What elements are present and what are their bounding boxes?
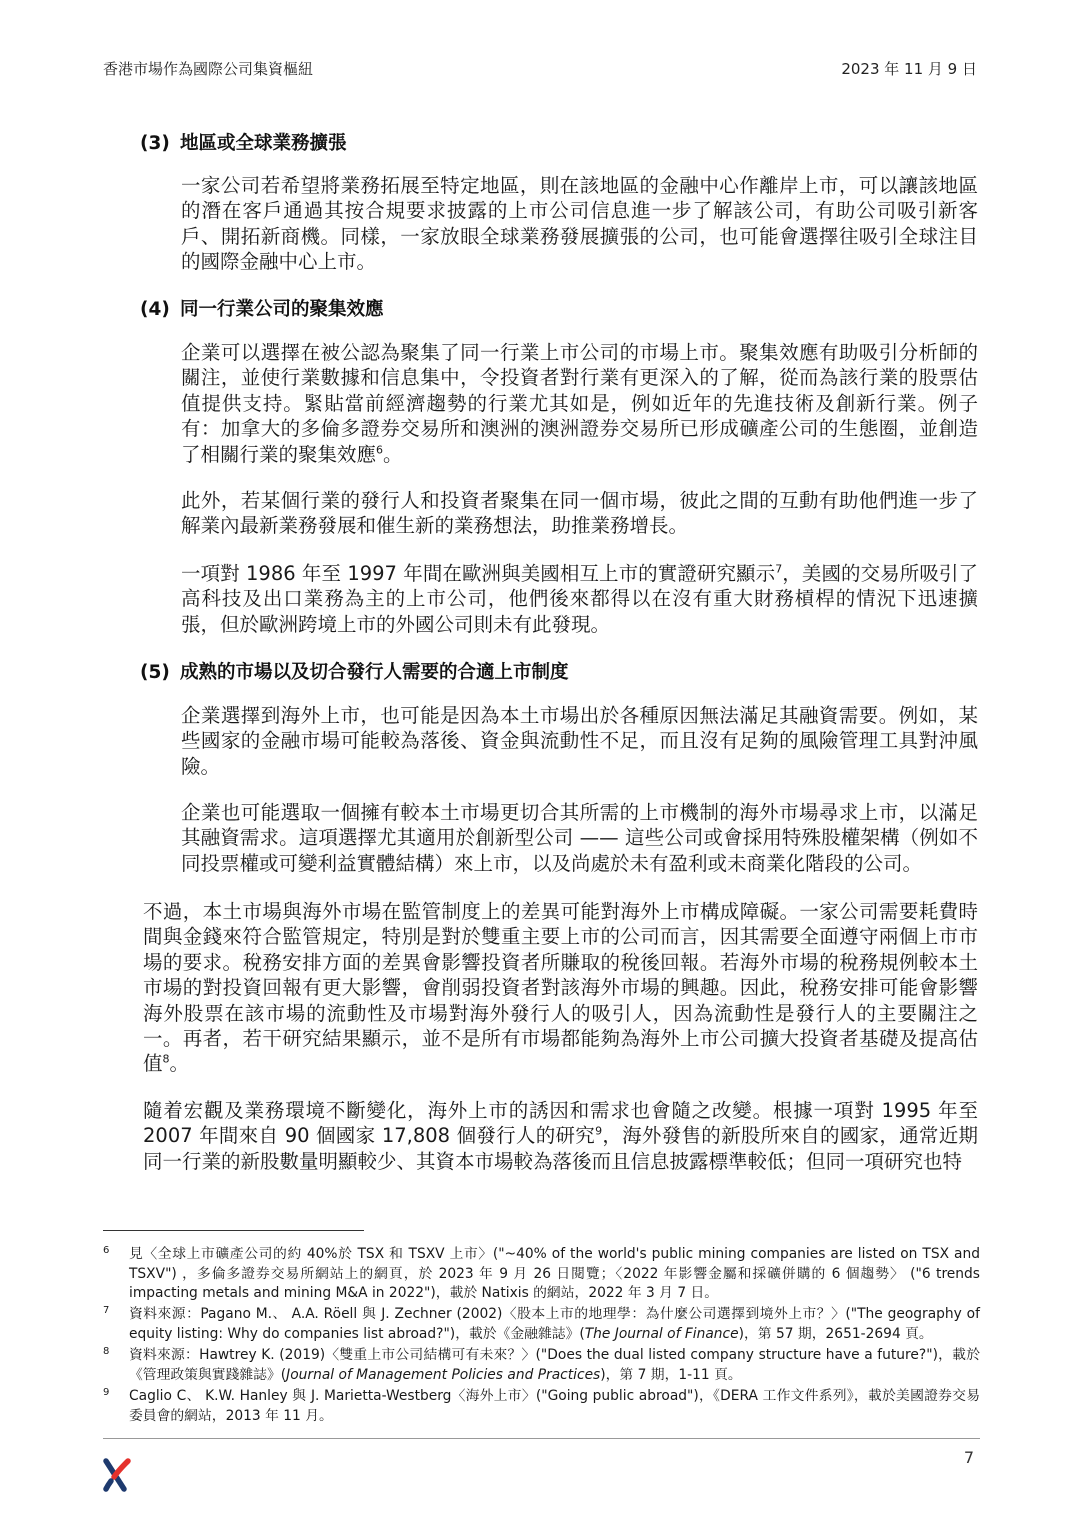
header-title: 香港市場作為國際公司集資樞紐 xyxy=(103,60,314,78)
section-number: (3) xyxy=(140,133,170,154)
footnote-text: Caglio C、 K.W. Hanley 與 J. Marietta-Westberg〈海外上市〉("Going public abroad")，《DERA 工作文件系列》，載於美國證券交易委員會的網站，2013 年 11 月。 xyxy=(129,1388,980,1424)
footnote-ref: 8 xyxy=(162,1052,170,1066)
section-title: 成熟的市場以及切合發行人需要的合適上市制度 xyxy=(180,662,569,683)
paragraph-end: 。 xyxy=(169,1052,190,1076)
footnote-number: 7 xyxy=(103,1305,110,1316)
section-title: 同一行業公司的聚集效應 xyxy=(180,299,384,320)
journal-title: The Journal of Finance xyxy=(584,1325,739,1342)
paragraph xyxy=(143,1098,978,1174)
paragraph xyxy=(181,340,978,467)
section-heading-5 xyxy=(140,658,569,684)
section-number: (5) xyxy=(140,662,170,683)
paragraph-text: 一項對 1986 年至 1997 年間在歐洲與美國相互上市的實證研究顯示 xyxy=(181,562,776,585)
footnote-9 xyxy=(103,1387,980,1426)
paragraph xyxy=(143,899,978,1077)
paragraph-text: 隨着宏觀及業務環境不斷變化，海外上市的誘因和需求也會隨之改變。根據一項對 1995 年至 2007 年間來自 90 個國家 17,808 個發行人的研究 xyxy=(143,1099,978,1148)
footnote-text-post: )，第 7 期，1-11 頁。 xyxy=(600,1366,742,1383)
footnote-text-pre: 資料來源：Hawtrey K. (2019)〈雙重上市公司結構可有未來？〉("Does the dual listed company structure have a future?")，載於《管理政策與實踐雜誌》( xyxy=(129,1347,980,1383)
footnote-ref: 7 xyxy=(775,562,783,576)
paragraph-end: 。 xyxy=(383,442,403,466)
section-heading-4 xyxy=(140,295,384,321)
footnote-ref: 9 xyxy=(595,1124,603,1138)
footnote-number: 9 xyxy=(103,1387,110,1398)
paragraph-text-cont: ，美國的交易所吸引了高科技及出口業務為主的上市公司，他們後來都得以在沒有重大財務槓桿的情況下迅速擴張，但於歐洲跨境上市的外國公司則未有此發現。 xyxy=(181,562,978,636)
footnote-text-pre: 資料來源：Pagano M.、 A.A. Röell 與 J. Zechner (2002)〈股本上市的地理學：為什麼公司選擇到境外上市？〉("The geography of equity listing: Why do companies list abroad?")，載於《金融雜誌》( xyxy=(129,1306,980,1342)
footnote-7 xyxy=(103,1305,980,1344)
paragraph: 企業也可能選取一個擁有較本土市場更切合其所需的上市機制的海外市場尋求上市，以滿足其融資需求。這項選擇尤其適用於創新型公司 —— 這些公司或會採用特殊股權架構（例如不同投票權或可變利益實體結構）來上市，以及尚處於未有盈利或未商業化階段的公司。 xyxy=(181,801,978,875)
paragraph-text: 企業可以選擇在被公認為聚集了同一行業上市公司的市場上市。聚集效應有助吸引分析師的關注，並使行業數據和信息集中，令投資者對行業有更深入的了解，從而為該行業的股票估值提供支持。緊貼當前經濟趨勢的行業尤其如是，例如近年的先進技術及創新行業。例子有：加拿大的多倫多證券交易所和澳洲的澳洲證券交易所已形成礦產公司的生態圈，並創造了相關行業的聚集效應 xyxy=(181,341,978,466)
footnote-number: 6 xyxy=(103,1245,110,1256)
footnote-text xyxy=(129,1346,980,1385)
paragraph-text-cont: ，海外發售的新股所來自的國家，通常近期同一行業的新股數量明顯較少、其資本市場較為落後而且信息披露標準較低；但同一項研究也特 xyxy=(143,1124,978,1173)
paragraph: 一家公司若希望將業務拓展至特定地區，則在該地區的金融中心作離岸上市，可以讓該地區的潛在客戶通過其按合規要求披露的上市公司信息進一步了解該公司，有助公司吸引新客戶、開拓新商機。同樣，一家放眼全球業務發展擴張的公司，也可能會選擇往吸引全球注目的國際金融中心上市。 xyxy=(181,174,978,274)
page-number: 7 xyxy=(963,1448,974,1467)
footnote-number: 8 xyxy=(103,1346,110,1357)
footnote-text-post: )，第 57 期，2651-2694 頁。 xyxy=(738,1325,933,1342)
footnote-divider xyxy=(103,1230,364,1231)
footnote-text xyxy=(129,1305,980,1344)
journal-title: Journal of Management Policies and Practices xyxy=(286,1366,601,1383)
footnote-8 xyxy=(103,1346,980,1385)
paragraph: 企業選擇到海外上市，也可能是因為本土市場出於各種原因無法滿足其融資需要。例如，某些國家的金融市場可能較為落後、資金與流動性不足，而且沒有足夠的風險管理工具對沖風險。 xyxy=(181,704,978,778)
paragraph: 此外，若某個行業的發行人和投資者聚集在同一個市場，彼此之間的互動有助他們進一步了解業內最新業務發展和催生新的業務想法，助推業務增長。 xyxy=(181,489,978,538)
paragraph xyxy=(181,561,978,637)
header-date: 2023 年 11 月 9 日 xyxy=(841,60,977,78)
hkex-logo-icon xyxy=(102,1457,132,1493)
section-title: 地區或全球業務擴張 xyxy=(180,133,347,154)
logo-stroke-navy-lower xyxy=(106,1481,111,1489)
footer-divider xyxy=(103,1438,980,1439)
section-heading-3 xyxy=(140,129,347,155)
footnote-text: 見〈全球上市礦產公司的約 40%於 TSX 和 TSXV 上市〉("~40% of the world's public mining companies are listed on TSX and TSXV") ，多倫多證券交易所網站上的網頁，於 2023 年 9 月 26 日閱覽；〈2022 年影響金屬和採礦併購的 6 個趨勢〉 ("6 trends impacting metals and mining M&A in 2022")，載於 Natixis 的網站，2022 年 3 月 7 日。 xyxy=(129,1246,980,1301)
paragraph-text: 不過，本土市場與海外市場在監管制度上的差異可能對海外上市構成障礙。一家公司需要耗費時間與金錢來符合監管規定，特別是對於雙重主要上市的公司而言，因其需要全面遵守兩個上市市場的要求。稅務安排方面的差異會影響投資者所賺取的稅後回報。若海外市場的稅務規例較本土市場的對投資回報有更大影響，會削弱投資者對該海外市場的興趣。因此，稅務安排可能會影響海外股票在該市場的流動性及市場對海外發行人的吸引人，因為流動性是發行人的主要關注之一。再者，若干研究結果顯示，並不是所有市場都能夠為海外上市公司擴大投資者基礎及提高估值 xyxy=(143,900,978,1076)
section-number: (4) xyxy=(140,299,170,320)
footnote-ref: 6 xyxy=(376,443,384,457)
footnote-6 xyxy=(103,1245,980,1304)
logo-stroke-red xyxy=(114,1461,128,1477)
